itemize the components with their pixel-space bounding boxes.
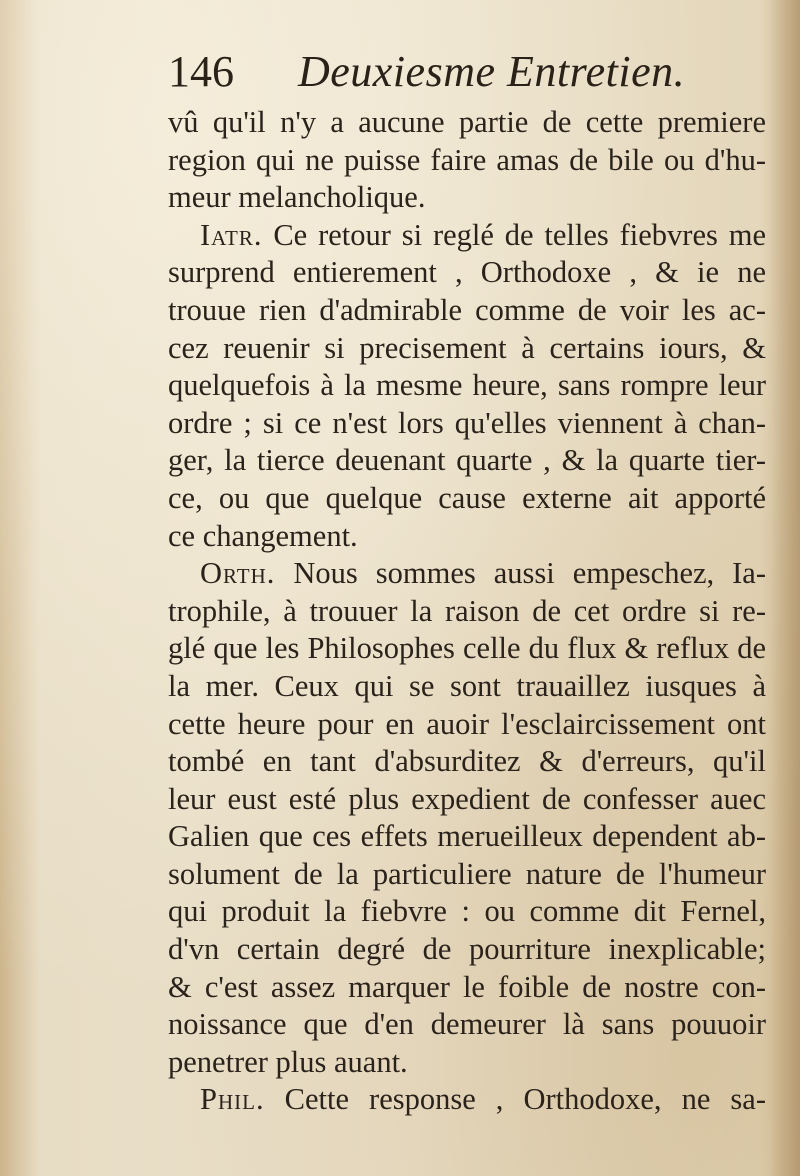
text-line: trophile, à trouuer la raison de cet ordre si re- — [168, 593, 766, 628]
text-line — [168, 217, 766, 255]
text-line: ordre ; si ce n'est lors qu'elles viennent à chan- — [168, 405, 766, 440]
text-line: penetrer plus auant. — [168, 1044, 408, 1079]
page-number: 146 — [168, 47, 234, 96]
page-edge-shadow — [770, 0, 800, 1176]
text-line: Galien que ces effets merueilleux dependent ab- — [168, 819, 766, 854]
text-line: & c'est assez marquer le foible de nostre con- — [168, 969, 766, 1004]
text-line: quelquefois à la mesme heure, sans rompre leur — [168, 368, 766, 403]
text-line: d'vn certain degré de pourriture inexplicable; — [168, 932, 766, 967]
text-line: ce changement. — [168, 518, 358, 553]
speaker-iatr: Iatr. — [200, 217, 263, 252]
text-line — [168, 555, 766, 593]
text-line: glé que les Philosophes celle du flux & reflux de — [168, 631, 766, 666]
text-line: cez reuenir si precisement à certains iours, & — [168, 330, 766, 365]
text-line: solument de la particuliere nature de l'humeur — [168, 856, 766, 891]
text-line: trouue rien d'admirable comme de voir les ac- — [168, 292, 766, 327]
text-fragment: Ce retour si reglé de telles fiebvres me — [273, 217, 766, 252]
text-line: ger, la tierce deuenant quarte , & la quarte tier- — [168, 443, 766, 478]
text-line: vû qu'il n'y a aucune partie de cette premiere — [168, 105, 766, 139]
text-line — [168, 1081, 766, 1119]
text-line: la mer. Ceux qui se sont trauaillez iusques à — [168, 668, 766, 703]
text-fragment: Cette response , Orthodoxe, ne sa- — [284, 1082, 766, 1117]
text-line: meur melancholique. — [168, 180, 426, 215]
text-line: leur eust esté plus expedient de confesser auec — [168, 781, 766, 816]
text-fragment: Nous sommes aussi empeschez, Ia- — [293, 556, 766, 591]
body-text — [168, 104, 768, 1119]
text-line: region qui ne puisse faire amas de bile ou d'hu- — [168, 142, 766, 177]
text-line: cette heure pour en auoir l'esclaircissement ont — [168, 706, 766, 741]
text-line: tombé en tant d'absurditez & d'erreurs, qu'il — [168, 744, 766, 779]
text-line: noissance que d'en demeurer là sans pouuoir — [168, 1007, 766, 1042]
running-title: Deuxiesme Entretien. — [298, 47, 686, 96]
text-line: qui produit la fiebvre : ou comme dit Fernel, — [168, 894, 766, 929]
text-line: ce, ou que quelque cause externe ait apporté — [168, 480, 766, 515]
speaker-phil: Phil. — [200, 1082, 265, 1117]
page-header — [168, 42, 708, 102]
text-line: surprend entierement , Orthodoxe , & ie ne — [168, 255, 766, 290]
speaker-orth: Orth. — [200, 556, 276, 591]
